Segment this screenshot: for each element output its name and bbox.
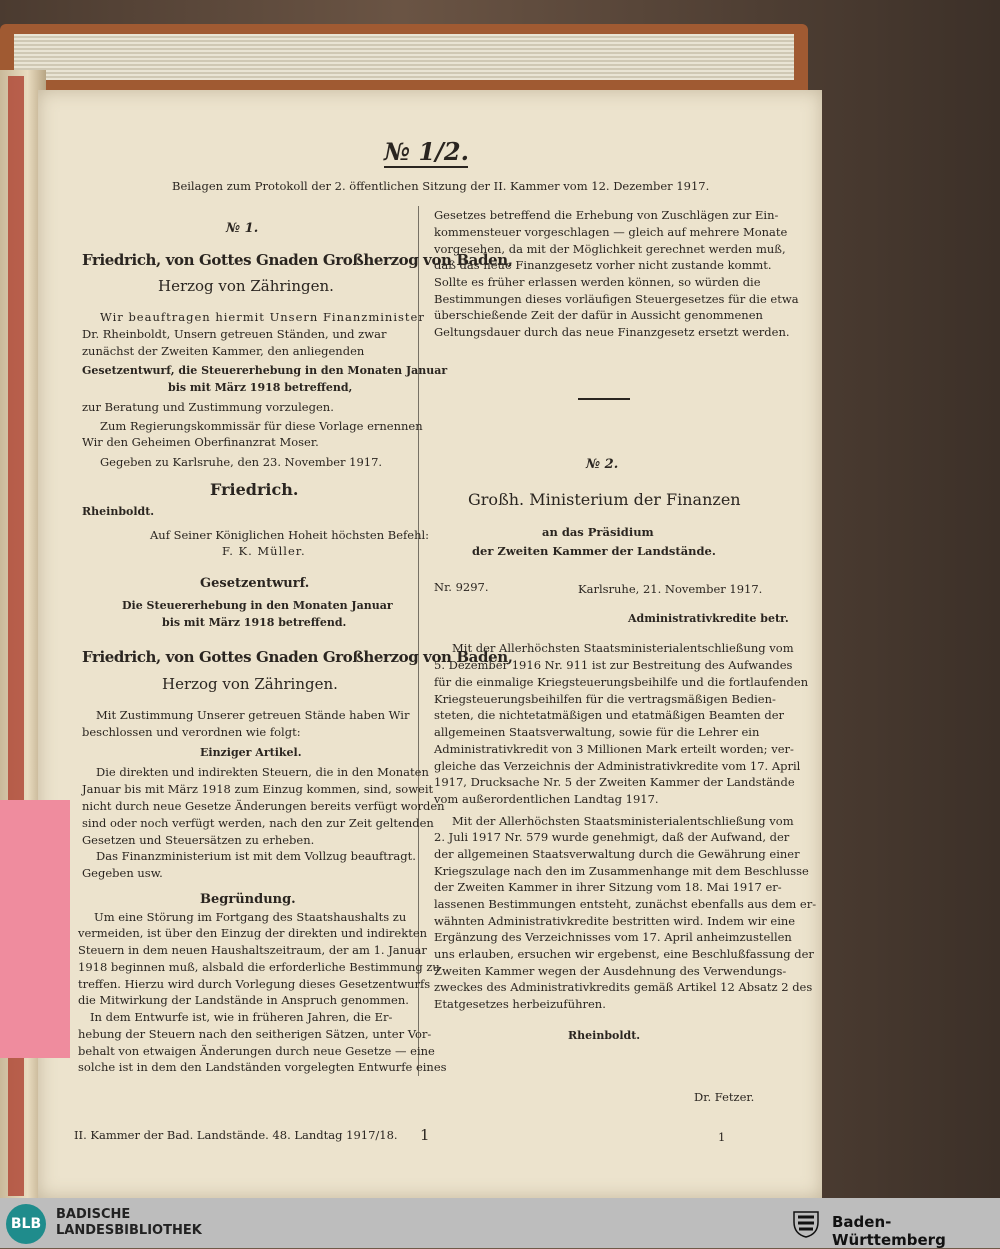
letter-para1-l9: 1917, Drucksache Nr. 5 der Zweiten Kammer der Landstände	[434, 775, 795, 789]
decree-title-line1: Friedrich, von Gottes Gnaden Großherzog von Baden,	[82, 251, 513, 269]
continuation-l7: überschießende Zeit der dafür in Aussicht genommenen	[434, 308, 763, 322]
reason-l3: Steuern in dem neuen Haushaltszeitraum, der am 1. Januar	[78, 943, 427, 957]
decree2-title-line2: Herzog von Zähringen.	[162, 675, 338, 693]
reason-l4: 1918 beginnen muß, alsbald die erforderliche Bestimmung zu	[78, 960, 440, 974]
letter-para1-l8: gleiche das Verzeichnis der Administrativkredite vom 17. April	[434, 759, 801, 773]
letter-para2-l1: Mit der Allerhöchsten Staatsministerialentschließung vom	[452, 814, 794, 828]
ministry-heading: Großh. Ministerium der Finanzen	[468, 490, 741, 509]
title-underline	[384, 166, 468, 168]
continuation-l2: kommensteuer vorgeschlagen — gleich auf mehrere Monate	[434, 225, 788, 239]
letter-para1-l7: Administrativkredit von 3 Millionen Mark erteilt worden; ver-	[434, 742, 794, 756]
order-line: Auf Seiner Königlichen Hoheit höchsten Befehl:	[150, 528, 430, 542]
book-page-edges	[14, 34, 794, 80]
letter-para2-l8: Ergänzung des Verzeichnisses vom 17. April anheimzustellen	[434, 930, 792, 944]
letter-para1-l5: steten, die nichtetatmäßigen und etatmäßigen Beamten der	[434, 708, 785, 722]
decree-para1-l2: Dr. Rheinboldt, Unsern getreuen Ständen, und zwar	[82, 327, 387, 341]
blb-logo-icon[interactable]: BLB	[6, 1204, 46, 1244]
addressee-l2: der Zweiten Kammer der Landstände.	[472, 544, 716, 558]
blb-line2: LANDESBIBLIOTHEK	[56, 1223, 202, 1238]
document-subtitle: Beilagen zum Protokoll der 2. öffentlichen Sitzung der II. Kammer vom 12. Dezember 1917.	[172, 179, 710, 193]
blb-wordmark[interactable]	[56, 1207, 202, 1239]
bw-coat-of-arms-icon	[792, 1208, 820, 1238]
letter-para2-l4: Kriegszulage nach den im Zusammenhange mit dem Beschlusse	[434, 864, 809, 878]
reason-l1: Um eine Störung im Fortgang des Staatshaushalts zu	[94, 910, 407, 924]
section-number-1: № 1.	[226, 221, 259, 236]
continuation-l1: Gesetzes betreffend die Erhebung von Zuschlägen zur Ein-	[434, 208, 779, 222]
reason-l2: vermeiden, ist über den Einzug der direkten und indirekten	[78, 926, 428, 940]
article-heading: Einziger Artikel.	[200, 746, 302, 759]
decree2-para-l1: Mit Zustimmung Unserer getreuen Stände haben Wir	[96, 708, 410, 722]
letter-para2-l11: zweckes des Administrativkredits gemäß Artikel 12 Absatz 2 des	[434, 980, 813, 994]
letter-para2-l6: lassenen Bestimmungen entsteht, zunächst ebenfalls aus dem er-	[434, 897, 817, 911]
bill-title-l1: Gesetzentwurf, die Steuererhebung in den Monaten Januar	[82, 364, 448, 377]
reason-l8: hebung der Steuern nach den seitherigen Sätzen, unter Vor-	[78, 1027, 432, 1041]
letter-signature: Rheinboldt.	[568, 1029, 641, 1042]
letter-para1-l3: für die einmalige Kriegsteuerungsbeihilfe und die fortlaufenden	[434, 675, 809, 689]
continuation-l4: daß das neue Finanzgesetz vorher nicht zustande kommt.	[434, 258, 772, 272]
article-text-l1: Die direkten und indirekten Steuern, die in den Monaten	[96, 765, 429, 779]
reason-l9: behalt von etwaigen Änderungen durch neue Gesetze — eine	[78, 1044, 435, 1058]
draft-sub-l1: Die Steuererhebung in den Monaten Januar	[122, 599, 393, 612]
pink-bookmark	[0, 800, 70, 1058]
library-footer-bar	[0, 1198, 1000, 1248]
letter-para2-l12: Etatgesetzes herbeizuführen.	[434, 997, 606, 1011]
article-text-l4: sind oder noch verfügt werden, nach den zur Zeit geltenden	[82, 816, 434, 830]
decree2-title-line1: Friedrich, von Gottes Gnaden Großherzog von Baden,	[82, 648, 513, 666]
letter-para2-l7: wähnten Administrativkredite bestritten wird. Indem wir eine	[434, 914, 796, 928]
letter-signature-secretary: Dr. Fetzer.	[694, 1090, 755, 1104]
letter-para1-l10: vom außerordentlichen Landtag 1917.	[434, 792, 659, 806]
countersign-rheinboldt: Rheinboldt.	[82, 505, 155, 518]
decree-title-line2: Herzog von Zähringen.	[158, 277, 334, 295]
reason-l5: treffen. Hierzu wird durch Vorlegung dieses Gesetzentwurfs	[78, 977, 431, 991]
document-number: Nr. 9297.	[434, 580, 489, 594]
reason-heading: Begründung.	[200, 892, 296, 907]
article-text-l3: nicht durch neue Gesetze Änderungen bereits verfügt worden	[82, 799, 445, 813]
letter-para1-l6: allgemeinen Staatsverwaltung, sowie für die Lehrer ein	[434, 725, 760, 739]
order-name: F. K. Müller.	[222, 544, 306, 558]
decree-para2: zur Beratung und Zustimmung vorzulegen.	[82, 400, 334, 414]
letter-para2-l2: 2. Juli 1917 Nr. 579 wurde genehmigt, daß der Aufwand, der	[434, 830, 790, 844]
blb-line1: BADISCHE	[56, 1207, 131, 1222]
reason-l6: die Mitwirkung der Landstände in Anspruch genommen.	[78, 993, 409, 1007]
reason-l7: In dem Entwurfe ist, wie in früheren Jahren, die Er-	[90, 1010, 393, 1024]
document-page	[38, 90, 822, 1198]
page-footer-center: 1	[420, 1126, 430, 1144]
continuation-l8: Geltungsdauer durch das neue Finanzgesetz ersetzt werden.	[434, 325, 790, 339]
decree-para3-l1: Zum Regierungskommissär für diese Vorlage ernennen	[100, 419, 423, 433]
subject-line: Administrativkredite betr.	[628, 612, 789, 625]
letter-para2-l9: uns erlauben, ersuchen wir ergebenst, eine Beschlußfassung der	[434, 947, 814, 961]
draft-heading: Gesetzentwurf.	[200, 576, 310, 591]
decree-para1-l3: zunächst der Zweiten Kammer, den anliegenden	[82, 344, 365, 358]
letter-para1-l2: 5. Dezember 1916 Nr. 911 ist zur Bestreitung des Aufwandes	[434, 658, 793, 672]
decree-para3-l2: Wir den Geheimen Oberfinanzrat Moser.	[82, 435, 319, 449]
section-separator	[578, 398, 630, 400]
decree-para1-l1: Wir beauftragen hiermit Unsern Finanzminister	[100, 310, 425, 324]
decree2-para-l2: beschlossen und verordnen wie folgt:	[82, 725, 301, 739]
page-footer-right: 1	[718, 1130, 726, 1144]
decree-given: Gegeben zu Karlsruhe, den 23. November 1917.	[100, 455, 383, 469]
article-text-l5: Gesetzen und Steuersätzen zu erheben.	[82, 833, 315, 847]
article-text-l2: Januar bis mit März 1918 zum Einzug kommen, sind, soweit	[82, 782, 434, 796]
letter-para2-l5: der Zweiten Kammer in ihrer Sitzung vom 18. Mai 1917 er-	[434, 880, 782, 894]
page-footer-left: II. Kammer der Bad. Landstände. 48. Landtag 1917/18.	[74, 1128, 398, 1142]
continuation-l6: Bestimmungen dieses vorläufigen Steuergesetzes für die etwa	[434, 292, 799, 306]
document-number-title: № 1/2.	[384, 137, 469, 166]
letter-para1-l1: Mit der Allerhöchsten Staatsministerialentschließung vom	[452, 641, 794, 655]
letter-para1-l4: Kriegsteuerungsbeihilfen für die vertragsmäßigen Bedien-	[434, 692, 776, 706]
article-text-l6: Das Finanzministerium ist mit dem Vollzug beauftragt.	[96, 849, 416, 863]
reason-l10: solche ist in dem den Landständen vorgelegten Entwurfe eines	[78, 1060, 447, 1074]
letter-para2-l3: der allgemeinen Staatsverwaltung durch die Gewährung einer	[434, 847, 800, 861]
addressee-l1: an das Präsidium	[542, 525, 654, 539]
article-text-l7: Gegeben usw.	[82, 866, 163, 880]
continuation-l3: vorgesehen, da mit der Möglichkeit gerechnet werden muß,	[434, 242, 786, 256]
bill-title-l2: bis mit März 1918 betreffend,	[168, 381, 353, 394]
continuation-l5: Sollte es früher erlassen werden können, so würden die	[434, 275, 761, 289]
letter-para2-l10: Zweiten Kammer wegen der Ausdehnung des Verwendungs-	[434, 964, 787, 978]
bw-wordmark[interactable]: Baden-Württemberg	[832, 1213, 946, 1249]
draft-sub-l2: bis mit März 1918 betreffend.	[162, 616, 347, 629]
place-date: Karlsruhe, 21. November 1917.	[578, 582, 763, 596]
section-number-2: № 2.	[586, 457, 619, 472]
signature-friedrich: Friedrich.	[210, 480, 299, 499]
